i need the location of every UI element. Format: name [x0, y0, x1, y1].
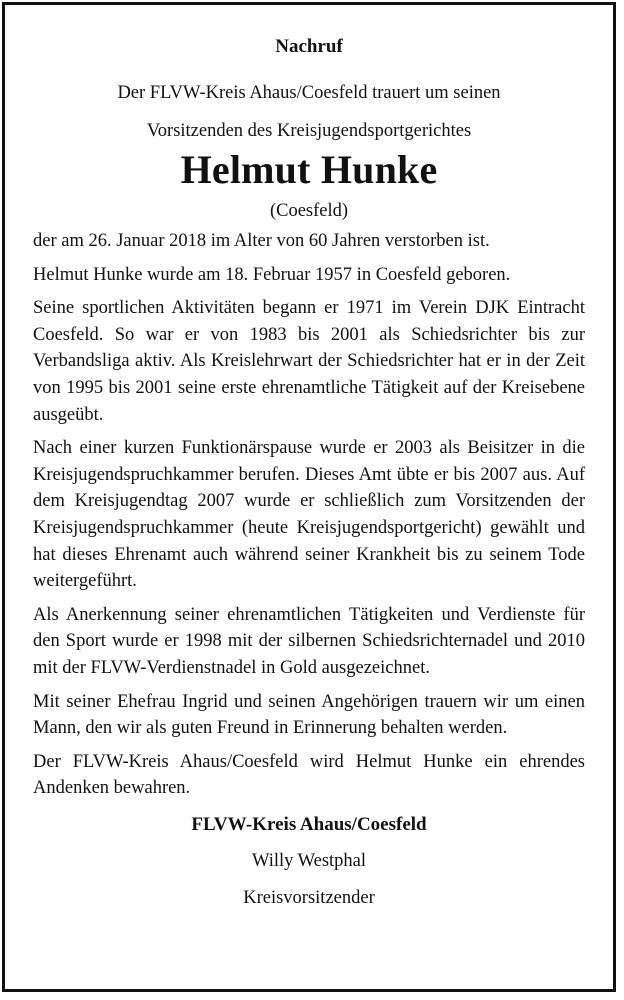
intro-line-1: Der FLVW-Kreis Ahaus/Coesfeld trauert um seinen: [117, 83, 501, 103]
obituary-notice: [2, 2, 616, 992]
notice-heading: Nachruf: [275, 36, 343, 57]
paragraph-remembrance: Der FLVW-Kreis Ahaus/Coesfeld wird Helmut Hunke ein ehrendes Andenken bewahren.: [33, 751, 585, 799]
deceased-hometown: (Coesfeld): [269, 201, 349, 221]
paragraph-birth: Helmut Hunke wurde am 18. Februar 1957 in Coesfeld geboren.: [33, 264, 511, 285]
obituary-content: [33, 5, 585, 909]
paragraph-awards: Als Anerkennung seiner ehrenamtlichen Tätigkeiten und Verdienste für den Sport wurde er 1998 mit der silbernen Schiedsrichternadel und 2010 mit der FLVW-Verdienstnadel in Gold ausgezeichnet.: [33, 604, 585, 678]
paragraph-death-date: der am 26. Januar 2018 im Alter von 60 Jahren verstorben ist.: [33, 231, 490, 251]
paragraph-mourning: Mit seiner Ehefrau Ingrid und seinen Angehörigen trauern wir um einen Mann, den wir als guten Freund in Erinnerung behalten werden.: [33, 691, 585, 739]
intro-line-2: Vorsitzenden des Kreisjugendsportgerichtes: [146, 121, 472, 141]
signature-person: Willy Westphal: [251, 850, 367, 871]
signature-organization: FLVW-Kreis Ahaus/Coesfeld: [191, 813, 427, 835]
signature-role: Kreisvorsitzender: [243, 887, 375, 908]
paragraph-committee-career: Nach einer kurzen Funktionärspause wurde er 2003 als Beisitzer in die Kreisjugendspruchkammer berufen. Dieses Amt übte er bis 2007 aus. Auf dem Kreisjugendtag 2007 wurde er schließlich zum Vorsitzenden der Kreisjugendspruchkammer (heute Kreisjugendsportgericht) gewählt und hat dieses Ehrenamt auch während seiner Krankheit bis zu seinem Tode weitergeführt.: [33, 438, 585, 592]
deceased-name: Helmut Hunke: [180, 147, 438, 192]
paragraph-sports-activities: Seine sportlichen Aktivitäten begann er 1971 im Verein DJK Eintracht Coesfeld. So war er von 1983 bis 2001 als Schiedsrichter bis zur Verbandsliga aktiv. Als Kreislehrwart der Schiedsrichter hat er in der Zeit von 1995 bis 2001 seine erste ehrenamtliche Tätigkeit auf der Kreisebene ausgeübt.: [33, 298, 585, 425]
